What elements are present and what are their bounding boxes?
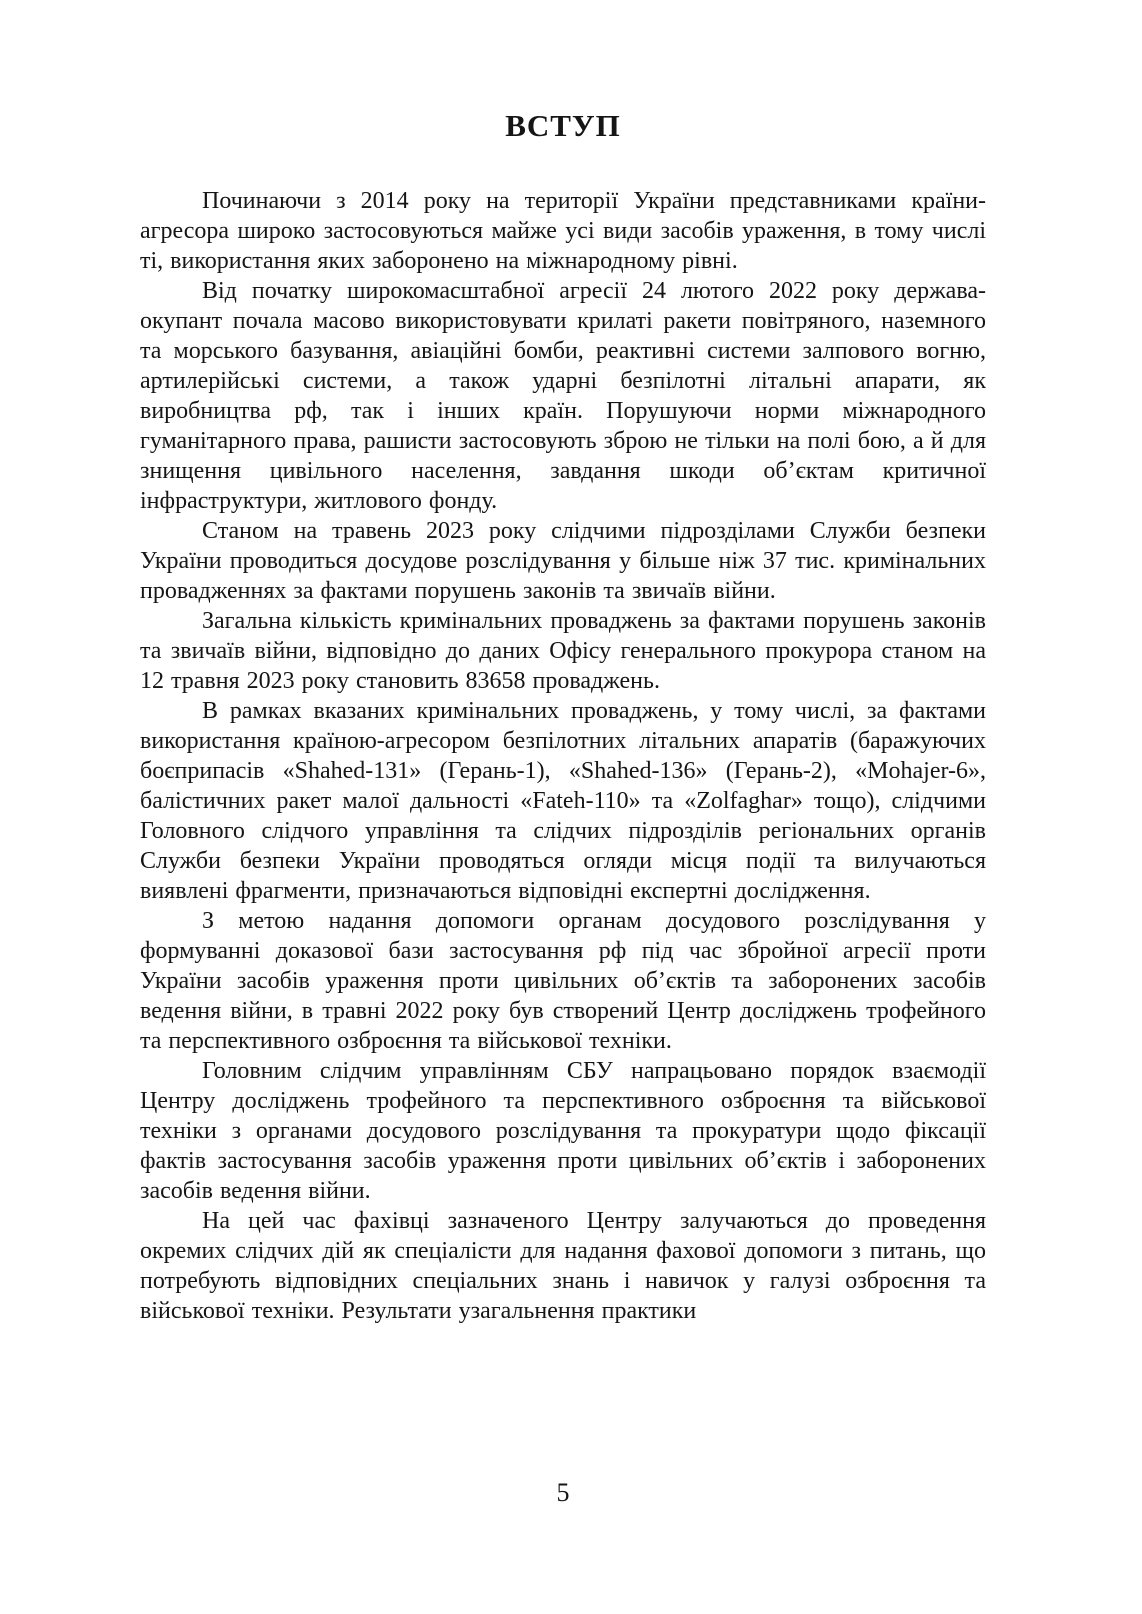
page-number: 5: [556, 1478, 570, 1507]
paragraph: В рамках вказаних кримінальних проваджень, у тому числі, за фактами використання країною-агресором безпілотних літальних апаратів (баражуючих боєприпасів «Shahed-131» (Герань-1), «Shahed-136» (Герань-2), «Mohajer-6», балістичних ракет малої дальності «Fateh-110» та «Zolfaghar» тощо), слідчими Головного слідчого управління та слідчих підрозділів регіональних органів Служби безпеки України проводяться огляди місця події та вилучаються виявлені фрагменти, призначаються відповідні експертні дослідження.: [140, 698, 986, 904]
paragraph: З метою надання допомоги органам досудового розслідування у формуванні доказової бази застосування рф під час збройної агресії проти України засобів ураження проти цивільних об’єктів та заборонених засобів ведення війни, в травні 2022 року був створений Центр досліджень трофейного та перспективного озброєння та військової техніки.: [140, 908, 986, 1054]
paragraph: Починаючи з 2014 року на території України представниками країни-агресора широко застосовуються майже усі види засобів ураження, в тому числі ті, використання яких заборонено на міжнародному рівні.: [140, 188, 986, 274]
page-title: ВСТУП: [505, 108, 621, 143]
paragraph: Загальна кількість кримінальних проваджень за фактами порушень законів та звичаїв війни, відповідно до даних Офісу генерального прокурора станом на 12 травня 2023 року становить 83658 проваджень.: [140, 608, 986, 694]
body-text: [140, 186, 986, 1326]
text-block: [140, 108, 986, 1326]
paragraph: Станом на травень 2023 року слідчими підрозділами Служби безпеки України проводиться досудове розслідування у більше ніж 37 тис. кримінальних провадженнях за фактами порушень законів та звичаїв війни.: [140, 518, 986, 604]
paragraph: Від початку широкомасштабної агресії 24 лютого 2022 року держава-окупант почала масово використовувати крилаті ракети повітряного, наземного та морського базування, авіаційні бомби, реактивні системи залпового вогню, артилерійські системи, а також ударні безпілотні літальні апарати, як виробництва рф, так і інших країн. Порушуючи норми міжнародного гуманітарного права, рашисти застосовують зброю не тільки на полі бою, а й для знищення цивільного населення, завдання шкоди об’єктам критичної інфраструктури, житлового фонду.: [140, 278, 986, 514]
paragraph: На цей час фахівці зазначеного Центру залучаються до проведення окремих слідчих дій як спеціалісти для надання фахової допомоги з питань, що потребують відповідних спеціальних знань і навичок у галузі озброєння та військової техніки. Результати узагальнення практики: [140, 1208, 986, 1324]
paragraph: Головним слідчим управлінням СБУ напрацьовано порядок взаємодії Центру досліджень трофейного та перспективного озброєння та військової техніки з органами досудового розслідування та прокуратури щодо фіксації фактів застосування засобів ураження проти цивільних об’єктів і заборонених засобів ведення війни.: [140, 1058, 986, 1204]
